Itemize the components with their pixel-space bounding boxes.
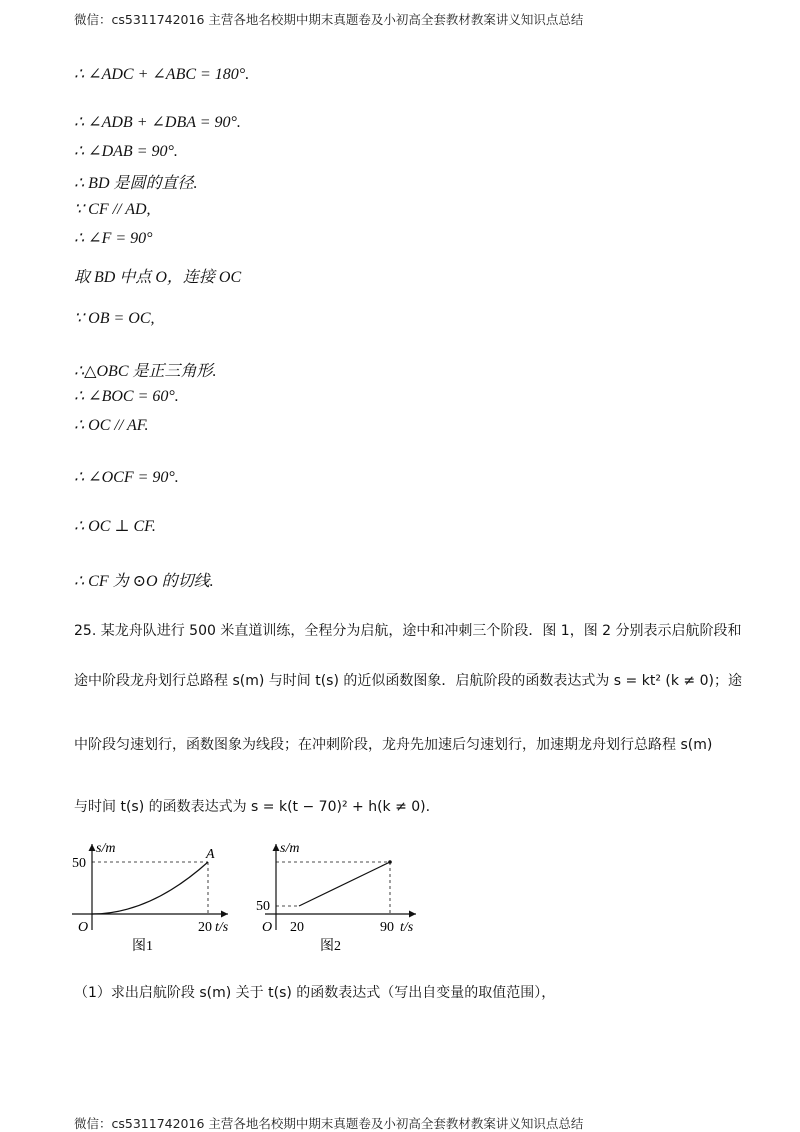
fig2-y-tick: 50: [256, 899, 270, 914]
fig2-endpoint: [388, 860, 392, 864]
page-header: 微信：cs5311742016 主营各地名校期中期末真题卷及小初高全套教材教案讲义知识点总结: [74, 12, 584, 27]
figure-1: [72, 841, 229, 954]
question-1: （1）求出启航阶段 s(m) 关于 t(s) 的函数表达式（写出自变量的取值范围），: [74, 985, 556, 1001]
fig2-segment: [299, 862, 390, 906]
fig2-x-label: t/s: [400, 920, 414, 935]
fig1-caption: 图1: [132, 939, 153, 954]
proof-line-4: ∴ BD 是圆的直径.: [74, 175, 198, 192]
figures: [70, 836, 430, 960]
proof-line-5: ∵ CF // AD,: [74, 201, 151, 218]
proof-line-7: 取 BD 中点 O，连接 OC: [74, 269, 242, 286]
fig1-y-label: s/m: [96, 841, 116, 856]
fig1-y-tick: 50: [72, 856, 86, 871]
fig1-x-tick: 20: [198, 920, 212, 935]
figures-svg: [70, 836, 430, 956]
problem-line-2: 途中阶段龙舟划行总路程 s(m) 与时间 t(s) 的近似函数图象．启航阶段的函数表达式为 s = kt² (k ≠ 0)；途: [74, 673, 742, 689]
proof-line-11: ∴ OC // AF.: [74, 417, 149, 434]
proof-line-13: ∴ OC ⊥ CF.: [74, 518, 156, 535]
proof-line-8: ∵ OB = OC,: [74, 310, 155, 327]
problem-line-4: 与时间 t(s) 的函数表达式为 s = k(t − 70)² + h(k ≠ 0).: [74, 799, 431, 815]
fig1-origin: O: [78, 920, 89, 935]
proof-line-10: ∴ ∠BOC = 60°.: [74, 388, 179, 405]
fig1-curve: [92, 862, 208, 914]
proof-line-14: ∴ CF 为 ⊙O 的切线.: [74, 573, 214, 590]
fig2-caption: 图2: [320, 939, 341, 954]
proof-line-2: ∴ ∠ADB + ∠DBA = 90°.: [74, 114, 241, 131]
figure-2: [256, 841, 416, 954]
proof-line-3: ∴ ∠DAB = 90°.: [74, 143, 178, 160]
fig1-x-label: t/s: [215, 920, 229, 935]
fig2-origin: O: [262, 920, 273, 935]
problem-line-1: 25. 某龙舟队进行 500 米直道训练，全程分为启航，途中和冲刺三个阶段．图 1，图 2 分别表示启航阶段和: [74, 623, 742, 639]
fig2-y-label: s/m: [280, 841, 300, 856]
page-footer: 微信：cs5311742016 主营各地名校期中期末真题卷及小初高全套教材教案讲义知识点总结: [74, 1116, 584, 1131]
fig2-x-tick-1: 20: [290, 920, 304, 935]
fig1-point-label: A: [206, 847, 215, 862]
proof-line-6: ∴ ∠F = 90°: [74, 230, 153, 247]
proof-line-1: ∴ ∠ADC + ∠ABC = 180°.: [74, 66, 250, 83]
proof-line-12: ∴ ∠OCF = 90°.: [74, 469, 179, 486]
fig2-x-tick-2: 90: [380, 920, 394, 935]
proof-line-9: ∴△OBC 是正三角形.: [74, 363, 217, 380]
problem-line-3: 中阶段匀速划行，函数图象为线段；在冲刺阶段，龙舟先加速后匀速划行，加速期龙舟划行总路程 s(m): [74, 737, 713, 753]
